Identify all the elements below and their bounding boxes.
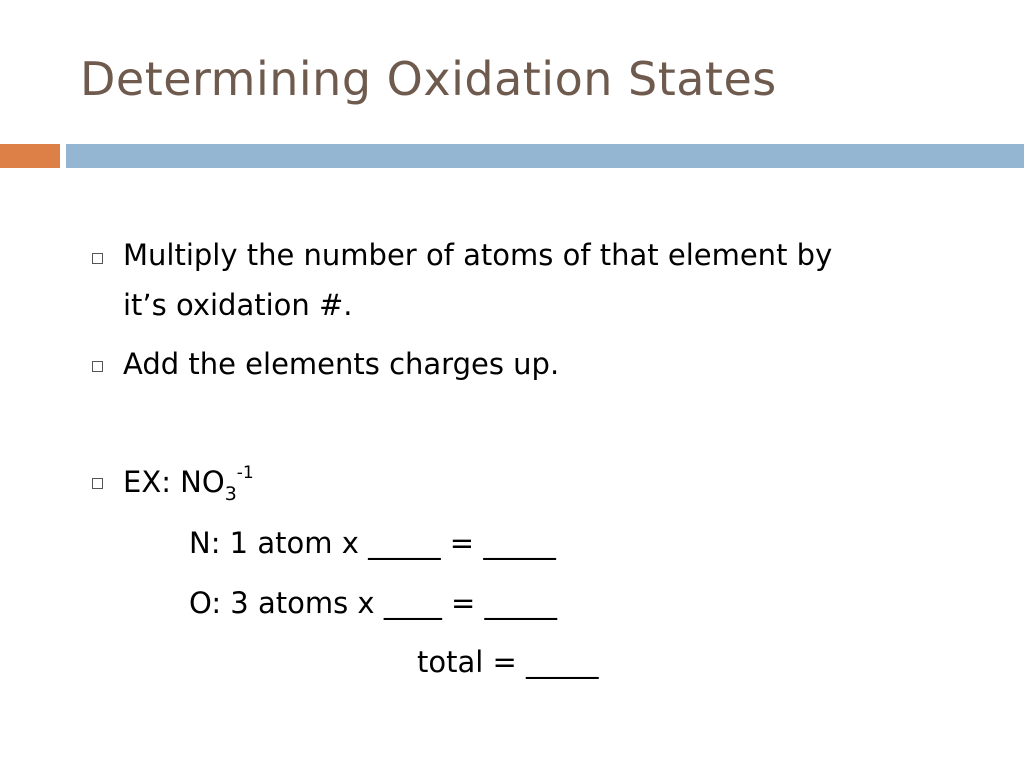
example-formula-superscript: -1 (236, 463, 254, 483)
example-formula-subscript: 3 (224, 483, 237, 505)
hollow-square-bullet-icon (92, 361, 103, 372)
bullet-1-line-1: Multiply the number of atoms of that element by (123, 238, 833, 272)
example-o-line: O: 3 atoms x ____ = _____ (189, 586, 558, 620)
hollow-square-bullet-icon (92, 253, 103, 264)
slide-title: Determining Oxidation States (80, 52, 777, 106)
example-formula (123, 458, 254, 511)
example-n-line: N: 1 atom x _____ = _____ (189, 526, 556, 560)
hollow-square-bullet-icon (92, 478, 103, 489)
bullet-2-line-1: Add the elements charges up. (123, 347, 560, 381)
example-formula-prefix: EX: NO (123, 465, 225, 499)
accent-bar-orange (0, 144, 60, 168)
accent-bar-blue (66, 144, 1024, 168)
example-total-line: total = _____ (417, 645, 599, 679)
bullet-1-line-2: it’s oxidation #. (123, 288, 353, 322)
